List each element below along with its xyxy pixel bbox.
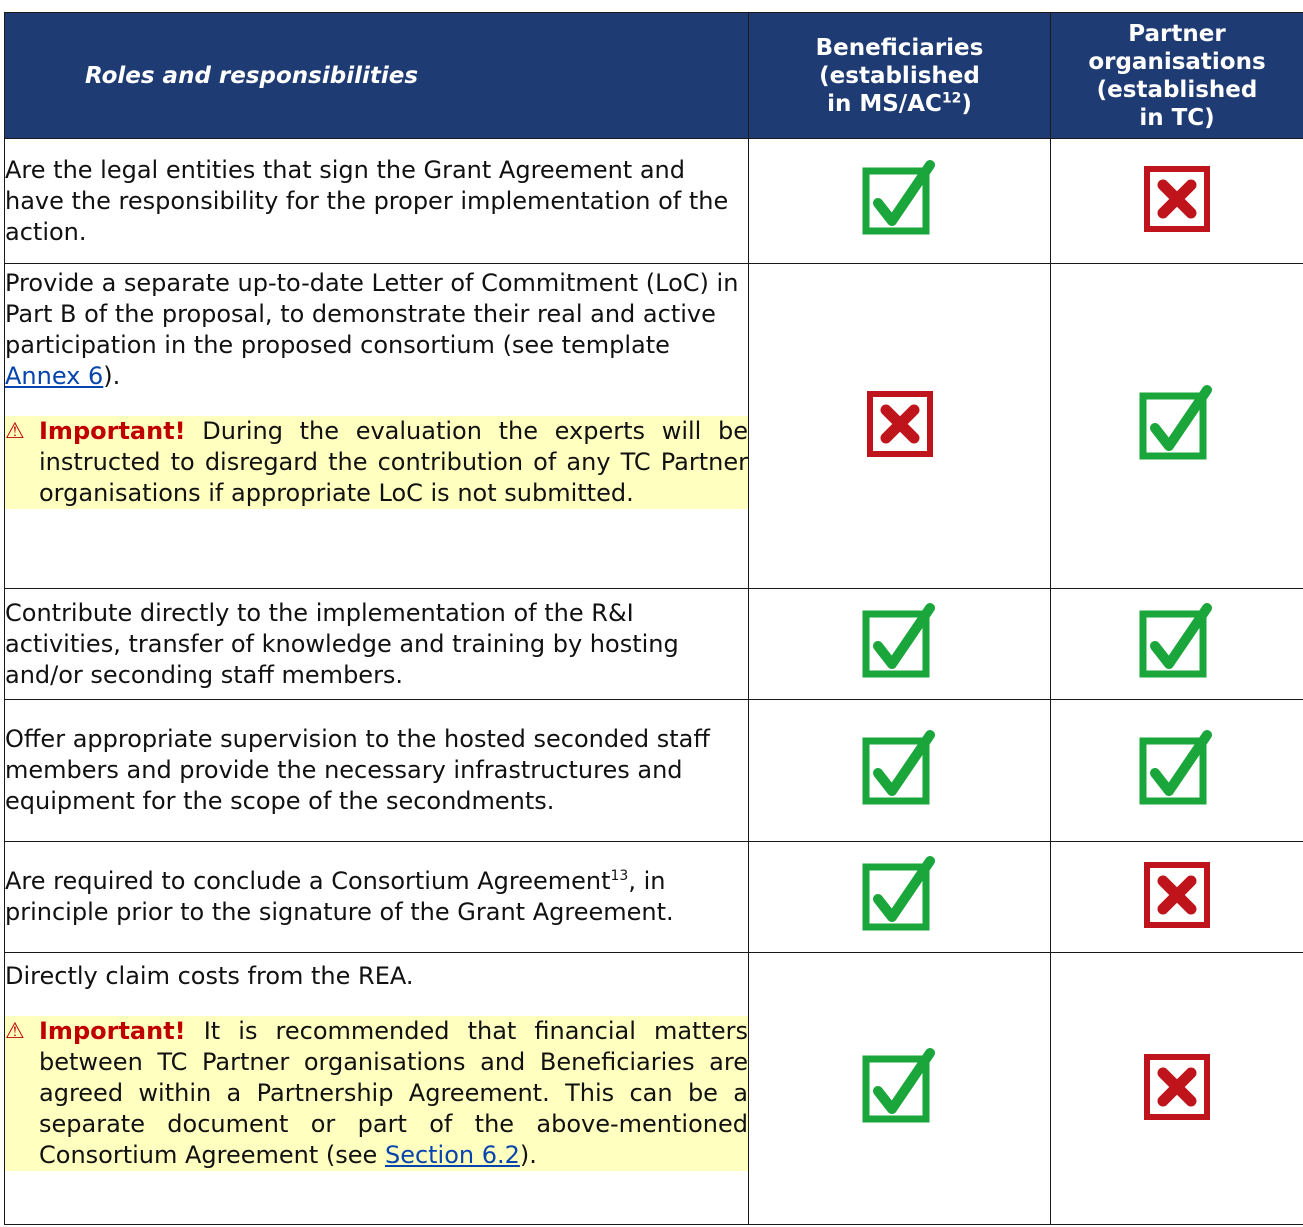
important-note (5, 1016, 748, 1171)
role-text: Offer appropriate supervision to the hosted seconded staff members and provide the necessary infrastructures and equipment for the scope of the secondments. (5, 725, 710, 815)
header-beneficiaries-line (749, 90, 1050, 118)
header-beneficiaries-line: Beneficiaries (815, 34, 984, 61)
cross-icon (1142, 164, 1212, 238)
role-description (5, 700, 749, 842)
check-icon (1137, 384, 1217, 468)
role-text-part: Are required to conclude a Consortium Agreement (5, 867, 611, 895)
check-icon (860, 602, 940, 686)
footnote-ref[interactable]: 12 (941, 89, 962, 106)
warning-icon: ⚠ (5, 1019, 25, 1044)
check-icon (860, 855, 940, 939)
check-icon (860, 1047, 940, 1131)
header-beneficiaries (749, 13, 1051, 139)
header-roles: Roles and responsibilities (5, 13, 749, 139)
important-body (39, 1016, 748, 1171)
warning-icon: ⚠ (5, 419, 25, 444)
table-row (5, 842, 1303, 953)
partners-cell (1051, 139, 1303, 264)
beneficiaries-cell (749, 953, 1051, 1225)
role-text: Are the legal entities that sign the Grant Agreement and have the responsibility for the proper implementation of the action. (5, 155, 729, 246)
partners-cell (1051, 842, 1303, 953)
header-partners-line: Partner (1128, 20, 1226, 47)
check-icon (860, 729, 940, 813)
role-description (5, 589, 749, 700)
cross-icon (1142, 1052, 1212, 1126)
role-text-part: ). (103, 362, 121, 390)
check-icon (860, 159, 940, 243)
table-row (5, 589, 1303, 700)
beneficiaries-cell (749, 700, 1051, 842)
roles-table (4, 12, 1303, 1225)
check-icon (1137, 729, 1217, 813)
cross-icon (1142, 860, 1212, 934)
role-description (5, 842, 749, 953)
role-text-part: , in principle prior to the signature of the Grant Agreement. (5, 867, 674, 926)
partners-cell (1051, 589, 1303, 700)
role-description (5, 139, 749, 264)
important-text: During the evaluation the experts will be instructed to disregard the contribution of any TC Partner organisations if appropriate LoC is not submitted. (39, 417, 748, 507)
role-text-part: Provide a separate up-to-date Letter of Commitment (LoC) in Part B of the proposal, to demonstrate their real and active participation in the proposed consortium (see template (5, 269, 739, 359)
table-row (5, 264, 1303, 589)
header-beneficiaries-tail: ) (961, 90, 972, 117)
header-beneficiaries-line: (established (819, 62, 980, 89)
section-6-2-link[interactable]: Section 6.2 (384, 1141, 520, 1169)
role-text (5, 866, 748, 928)
important-label: Important! (39, 1017, 186, 1045)
footnote-ref[interactable]: 13 (610, 868, 629, 884)
beneficiaries-cell (749, 139, 1051, 264)
role-text: Contribute directly to the implementation of the R&I activities, transfer of knowledge and training by hosting and/or seconding staff members. (5, 598, 679, 689)
table-row (5, 700, 1303, 842)
cross-icon (865, 389, 935, 463)
header-partners (1051, 13, 1303, 139)
important-text: ). (519, 1141, 537, 1169)
important-note (5, 416, 748, 509)
partners-cell (1051, 700, 1303, 842)
annex-6-link[interactable]: Annex 6 (5, 362, 104, 390)
beneficiaries-cell (749, 589, 1051, 700)
role-text: Directly claim costs from the REA. (5, 962, 414, 990)
header-partners-line: organisations (1088, 48, 1266, 75)
important-label: Important! (39, 417, 186, 445)
table-row (5, 953, 1303, 1225)
role-description (5, 953, 749, 1225)
role-description (5, 264, 749, 589)
header-row (5, 13, 1303, 139)
partners-cell (1051, 953, 1303, 1225)
table-row (5, 139, 1303, 264)
important-body (39, 416, 748, 509)
beneficiaries-cell (749, 264, 1051, 589)
header-partners-line: in TC) (1139, 104, 1215, 131)
header-partners-line: (established (1096, 76, 1258, 103)
beneficiaries-cell (749, 842, 1051, 953)
role-text (5, 268, 748, 392)
partners-cell (1051, 264, 1303, 589)
header-beneficiaries-text: in MS/AC (827, 90, 942, 117)
important-text: It is recommended that financial matters between TC Partner organisations and Beneficiaries are agreed within a Partnership Agreement. This can be a separate document or part of the above-mentioned Consortium Agreement (see (39, 1017, 748, 1169)
check-icon (1137, 602, 1217, 686)
